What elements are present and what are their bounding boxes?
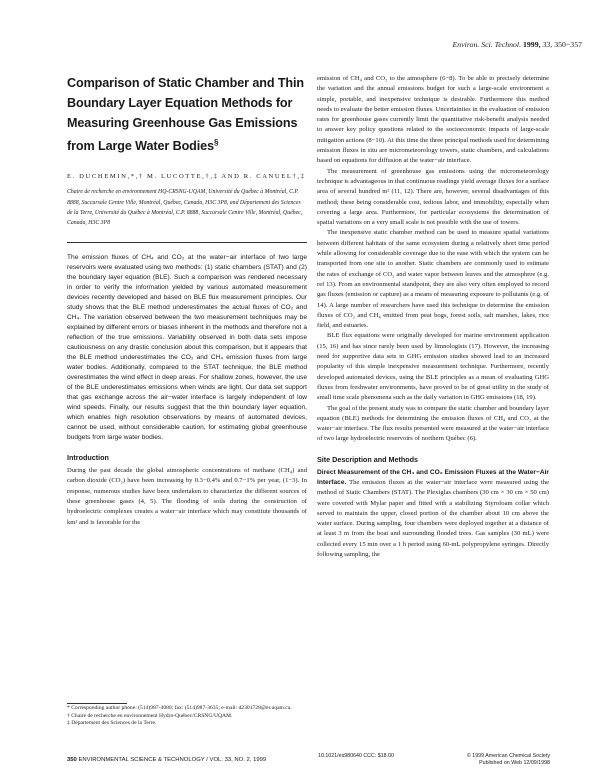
running-head [0, 40, 582, 49]
footnote-departement: ‡ Département des Sciences de la Terre. [67, 720, 157, 727]
methods-paragraph [317, 468, 549, 561]
methods-heading: Site Description and Methods [317, 454, 419, 464]
footnote-rule [67, 703, 127, 704]
body-paragraph-2: The measurement of greenhouse gas emissions using the micrometeorology technique is advantageous in that continuous readings yield average fluxes for a surface area of several hundred m² (11, 12). There are, however, several disadvantages of this method; these being considerable cost, tedious labor, and immobility, especially when covering a large area. Furthermore, for particular ecosystems the determination of spatial variations on a very small scale is not possible with the use of towers. [317, 167, 549, 227]
journal-footer: ENVIRONMENTAL SCIENCE & TECHNOLOGY / VOL. 33, NO. 2, 1999 [78, 757, 267, 763]
footer-right [318, 753, 550, 767]
title-footnote-mark: § [214, 138, 219, 148]
doi-code: 10.1021/es980640 CCC: $18.00 [318, 753, 394, 759]
journal-volume: 33, [542, 40, 553, 49]
right-column [317, 74, 549, 560]
affiliation: Chaire de recherche en environnement HQ-CRSNG-UQAM, Université du Québec à Montréal, C.P. 8888, Succursale Centre Ville, Montréal, Québec, Canada, H3C 3P8, and Département des Sciences de la Terre, Université du Québec à Montréal, C.P. 8888, Succursale Centre Ville, Montréal, Québec, Canada, H3C 3P8 [67, 189, 303, 226]
authors: E. DUCHEMIN,*,† M. LUCOTTE,†,‡ AND R. CANUEL†,‡ [67, 173, 306, 181]
journal-year: 1999, [523, 40, 541, 49]
abstract: The emission fluxes of CH₄ and CO₂ at the water−air interface of two large reservoirs were evaluated using two methods: (1) static chambers (STAT) and (2) the boundary layer equation (BLE). Such a comparison was rendered necessary in order to verify the information yielded by various automated measurement devices recently developed and based on BLE flux measurement principles. Our study shows that the BLE method underestimates the actual fluxes of CO₂ and CH₄. The variation observed between the two measurement techniques may be explained by different errors or biases inherent in the methods and therefore not a reflection of the true emissions. Variability observed in both data sets impose cautiousness on any drastic conclusion about this comparison, but it appears that the BLE method underestimates the CO₂ and CH₄ emission fluxes from large water bodies. Additionally, compared to the STAT technique, the BLE method overestimates the wind effect in deep areas. For shallow zones, however, the use of the BLE underestimates emissions when winds are light. Our data set support that gas exchange across the air−water interface is largely independent of low wind speeds. Finally, our results suggest that the thin boundary layer equation, which enables high resolution observations by means of automated devices, cannot be used, without considerable caution, for estimating global greenhouse budgets from large water bodies. [67, 254, 307, 442]
page-number: 350 [67, 757, 77, 763]
left-column [67, 74, 307, 528]
footnotes [67, 705, 307, 728]
footnote-corresponding: * Corresponding author phone: (514)987-4080; fax: (514)987-3635; e-mail: d2301728@er.uqam.ca. [67, 705, 292, 711]
copyright: © 1999 American Chemical Society [466, 753, 550, 759]
introduction-paragraph: During the past decade the global atmospheric concentrations of methane (CH₄) and carbon dioxide (CO₂) have been increasing by 0.3−0.4% and 0.7−1% per year, (1−3). In response, numerous studies have been undertaken to characterize the different sources of these greenhouse gases (4, 5). The flooding of soils during the construction of hydroelectric complexes creates a water−air interface which may constitute thousands of km² and is favorable for the [67, 467, 307, 526]
body-paragraph-5: The goal of the present study was to compare the static chamber and boundary layer equation (BLE) methods for determining the emission fluxes of CH₄ and CO₂ at the water−air interface. The flux results presented were measured at the water−air interface of two large hydroelectric reservoirs of northern Québec (6). [317, 404, 549, 443]
journal-pages: 350−357 [554, 40, 582, 49]
footnote-chaire: † Chaire de recherche en environnement Hydro-Québec/CRSNG/UQAM. [67, 712, 233, 719]
body-paragraph-1: emission of CH₄ and CO₂ to the atmosphere (6−8). To be able to precisely determine the variation and the annual emissions budget for such a large-scale environment a simple, portable, and inexpensive technique is desirable. Furthermore this method needs to evaluate the better emission fluxes. Uncertainties in the evaluation of emission rates for greenhouse gases currently limit the quantitative risk-benefit analysis needed to answer key policy questions related to the socioeconomic impacts of large-scale mitigation actions (8−10). At this time the three principal methods used for determining emission fluxes in situ are micrometeorology towers, static chambers, and calculations based on equations for diffusion at the water−air interface. [317, 75, 549, 165]
body-paragraph-4: BLE flux equations were originally developed for marine environment application (15, 16) and has since rarely been used by limnologists (17). However, the increasing need for supportive data sets in GHG emission studies showed lead to an increased popularity of this simple inexpensive measurement technique. Furthermore, recently developed automated devices, using the BLE principles as a mean of evaluating GHG fluxes from freshwater environments, have proved to be of great utility in the study of small time scale phenomena such as the daily variation in GHG emissions (18, 19). [317, 332, 549, 402]
article-title [67, 74, 307, 157]
methods-text: The emission fluxes at the water−air interface were measured using the method of Static Chambers (STAT). The Plexiglas chambers (30 cm × 30 cm × 50 cm) were covered with Mylar paper and fitted with a stabilizing Styrofoam collar which served to maintain the upper, closed portion of the chamber about 10 cm above the water surface. During sampling, four chambers were deployed together at a distance of at least 3 m from the boat and surrounding flooded trees. Gas samples (30 mL) were collected every 15 min over a 1 h period using 60-mL polypropylene syringes. Directly following sampling, the [317, 478, 549, 559]
footer-left [67, 757, 266, 763]
introduction-heading: Introduction [67, 453, 109, 463]
published-date: Published on Web 12/09/1998 [479, 760, 550, 766]
methods-subheading: Direct Measurement of the CH₄ and CO₂ Emission Fluxes at the Water−Air Interface. [317, 468, 549, 486]
article-title-text: Comparison of Static Chamber and Thin Boundary Layer Equation Methods for Measuring Greenhouse Gas Emissions from Large Water Bodies [67, 76, 305, 154]
journal-name: Environ. Sci. Technol. [452, 40, 522, 49]
body-paragraph-3: The inexpensive static chamber method can be used to measure spatial variations between different habitats of the same ecosystem during a relatively short time period while allowing for considerable coverage due to the ease with which the system can be transported from one site to another. Static chambers are commonly used to estimate the rates of exchange of CO₂ and water vapor between leaves and the atmosphere (e.g. ref 13). From an environmental standpoint, they are also very often employed to record gas fluxes (emission or capture) as a means of measuring exposure to pollutants (e.g. of 14). A large number of researchers have used this technique to determine the emission fluxes of CO₂ and CH₄ emitted from peat bogs, forest soils, salt marshes, lakes, rice field, and estuaries. [317, 229, 549, 330]
abstract-rule [67, 242, 307, 243]
